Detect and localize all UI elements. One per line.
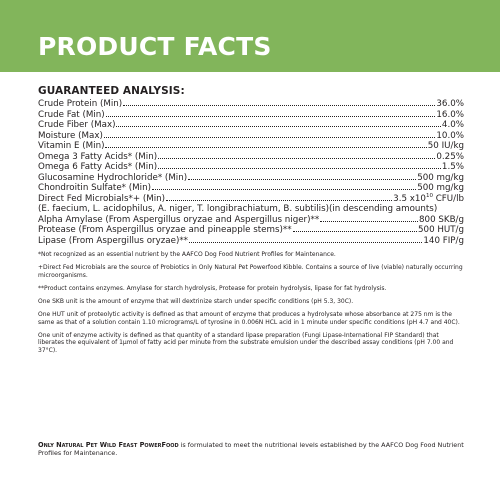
analysis-row [38,183,464,194]
leader-dots [105,146,426,148]
analysis-row [38,162,464,173]
analysis-label: Crude Fiber (Max) [38,120,116,130]
analysis-label: Protease (From Aspergillus oryzae and pineapple stems)** [38,225,292,235]
analysis-label: Omega 3 Fatty Acids* (Min) [38,151,158,162]
analysis-label: Alpha Amylase (From Aspergillus oryzae and Aspergillus niger)** [38,214,320,225]
analysis-row [38,236,464,247]
analysis-row [38,99,464,110]
analysis-label: Crude Fat (Min) [38,109,105,120]
analysis-label: Crude Protein (Min) [38,99,123,109]
analysis-row [38,173,464,184]
analysis-title: GUARANTEED ANALYSIS: [38,85,185,97]
page-title: PRODUCT FACTS [38,32,272,61]
leader-dots [104,136,436,138]
dfm-species: (E. faecium, L. acidophilus, A. niger, T. longibrachiatum, B. subtilis)(in descending amounts) [38,204,438,214]
analysis-label: Vitamin E (Min) [38,141,105,151]
guaranteed-analysis-section [38,85,464,360]
analysis-value: 4.0% [441,120,464,130]
leader-dots [158,167,441,169]
analysis-row [38,152,464,163]
footnote: One unit of enzyme activity is defined as that quantity of a standard lipase preparation (Fungi Lipase-International FIP Standard) that liberates the equivalent of 1µmol of fatty acid per minute from the substrate emulsion under the described assay conditions (pH 7.00 and 37°C). [38,331,454,354]
leader-dots [123,104,435,106]
leader-dots [158,157,435,159]
analysis-value: 500 mg/kg [417,183,464,193]
analysis-rows [38,99,464,194]
analysis-label: Moisture (Max) [38,130,103,141]
leader-dots [152,188,416,190]
analysis-value: 50 IU/kg [427,141,464,151]
footnote: One SKB unit is the amount of enzyme that will dextrinize starch under specific conditions (pH 5.3, 30C). [38,297,354,305]
analysis-value: 140 FIP/g [423,235,464,246]
leader-dots [106,115,436,117]
leader-dots [188,178,416,180]
analysis-row [38,110,464,121]
analysis-row [38,225,464,236]
analysis-row [38,120,464,131]
analysis-label: Lipase (From Aspergillus oryzae)** [38,235,189,246]
analysis-value: 500 mg/kg [417,172,464,183]
analysis-value: 10.0% [436,130,464,141]
analysis-label: Chondroitin Sulfate* (Min) [38,183,151,193]
leader-dots [293,230,417,232]
footnote: One HUT unit of proteolytic activity is defined as that amount of enzyme that produces a hydrolysate whose absorbance at 275 nm is the same as that of a solution contain 1.10 micrograms/L of tyrosine in 0.006N HCL acid in 1 minute under specific conditions (pH 4.7 and 40C). [38,310,460,326]
analysis-value: 800 SKB/g [419,214,464,225]
brand-name: Only Natural Pet Wild Feast PowerFood [38,441,179,449]
analysis-label: Direct Fed Microbials*+ (Min) [38,193,166,204]
analysis-row [38,141,464,152]
analysis-label: Omega 6 Fatty Acids* (Min) [38,162,158,172]
analysis-value: 36.0% [436,99,464,109]
analysis-row [38,215,464,226]
header-band [0,0,500,72]
leader-dots [166,199,392,201]
notes-section [38,251,464,354]
analysis-row [38,131,464,142]
footer-text: is formulated to meet the nutritional levels established by the AAFCO Dog Food Nutrient Profiles for Maintenance. [38,441,464,457]
analysis-value: 3.5 $x10^{10}$ CFU/lb [393,192,464,204]
analysis-value: 0.25% [436,151,464,162]
analysis-value: 500 HUT/g [418,225,464,235]
analysis-value: 1.5% [441,162,464,172]
footnote: *Not recognized as an essential nutrient by the AAFCO Dog Food Nutrient Profiles for Maintenance. [38,251,336,258]
leader-dots [320,220,418,222]
analysis-value: 16.0% [436,109,464,120]
leader-dots [116,125,440,127]
enzyme-rows [38,215,464,247]
footer-statement [38,441,464,457]
analysis-label: Glucosamine Hydrochloride* (Min) [38,172,188,183]
footnote: **Product contains enzymes. Amylase for starch hydrolysis, Protease for protein hydrolysis, lipase for fat hydrolysis. [38,284,387,292]
footnote: +Direct Fed Microbials are the source of Probiotics in Only Natural Pet Powerfood Kibble. Contains a source of live (viable) naturally occurring microorganisms. [38,264,463,279]
analysis-row-dfm [38,194,464,205]
leader-dots [189,241,422,243]
